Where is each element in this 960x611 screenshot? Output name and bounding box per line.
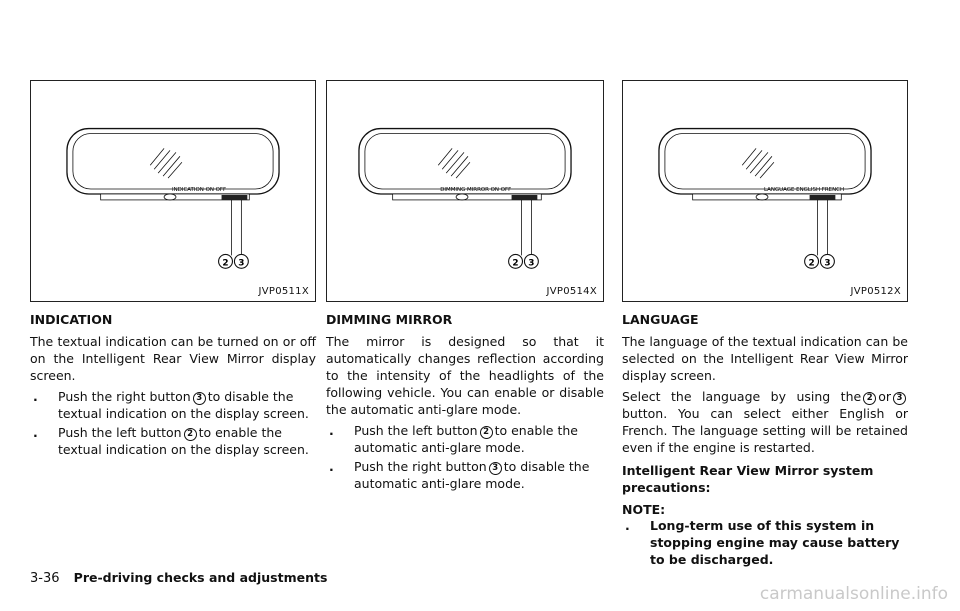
section-title: Pre-driving checks and adjustments: [73, 570, 328, 585]
watermark: carmanualsonline.info: [759, 584, 948, 604]
mirror-screen-label: DIMMING MIRROR ON OFF: [440, 187, 512, 193]
callout-3: 3: [528, 258, 535, 269]
mirror-illustration: [623, 81, 907, 301]
callout-3: 3: [824, 258, 831, 269]
section-heading: LANGUAGE: [622, 312, 699, 327]
column-indication: [30, 80, 316, 462]
circled-number: 3: [893, 392, 906, 405]
circled-number: 3: [489, 462, 502, 475]
callout-2: 2: [512, 258, 519, 269]
paragraph: The textual indication can be turned on or off on the Intelligent Rear View Mirror display screen.: [30, 334, 316, 383]
section-heading: DIMMING MIRROR: [326, 312, 453, 327]
figure-code: JVP0512X: [850, 286, 901, 297]
circled-number: 2: [184, 428, 197, 441]
circled-number: 2: [863, 392, 876, 405]
callout-2: 2: [808, 258, 815, 269]
note-list: [622, 517, 908, 568]
bullet-list: [30, 388, 316, 458]
note-title: NOTE:: [622, 502, 666, 517]
paragraph: The language of the textual indication can be selected on the Intelligent Rear View Mirror display screen.: [622, 334, 908, 383]
paragraph: The mirror is designed so that it automatically changes reflection according to the intensity of the headlights of the following vehicle. You can enable or disable the automatic anti-glare mode.: [326, 334, 604, 417]
precautions-heading: Intelligent Rear View Mirror system precautions:: [622, 463, 874, 495]
bullet-list: [326, 422, 604, 492]
list-item: . Push the left button 2 to enable the textual indication on the display screen.: [33, 425, 309, 457]
mirror-illustration: [327, 81, 603, 301]
page-footer: [30, 570, 327, 586]
circled-number: 3: [193, 392, 206, 405]
list-item: . Push the right button 3 to disable the automatic anti-glare mode.: [329, 459, 590, 491]
callout-2: 2: [222, 258, 229, 269]
figure-language: [622, 80, 908, 302]
mirror-screen-label: LANGUAGE ENGLISH FRENCH: [764, 187, 845, 193]
list-item: . Long-term use of this system in stopping engine may cause battery to be discharged.: [625, 518, 900, 567]
mirror-screen-label: INDICATION ON OFF: [172, 187, 227, 193]
callout-3: 3: [238, 258, 245, 269]
mirror-illustration: [31, 81, 315, 301]
list-item: . Push the left button 2 to enable the automatic anti-glare mode.: [329, 423, 578, 455]
column-dimming-mirror: [326, 80, 604, 496]
list-item: . Push the right button 3 to disable the textual indication on the display screen.: [33, 389, 309, 421]
page-number: 3-36: [30, 571, 60, 586]
figure-code: JVP0511X: [258, 286, 309, 297]
circled-number: 2: [480, 426, 493, 439]
figure-code: JVP0514X: [546, 286, 597, 297]
figure-indication: [30, 80, 316, 302]
figure-dimming-mirror: [326, 80, 604, 302]
column-language: [622, 80, 908, 572]
section-heading: INDICATION: [30, 312, 113, 327]
paragraph-select-language: Select the language by using the 2 or 3button. You can select either English or French. The language setting will be retained even if the engine is restarted.: [622, 389, 908, 455]
